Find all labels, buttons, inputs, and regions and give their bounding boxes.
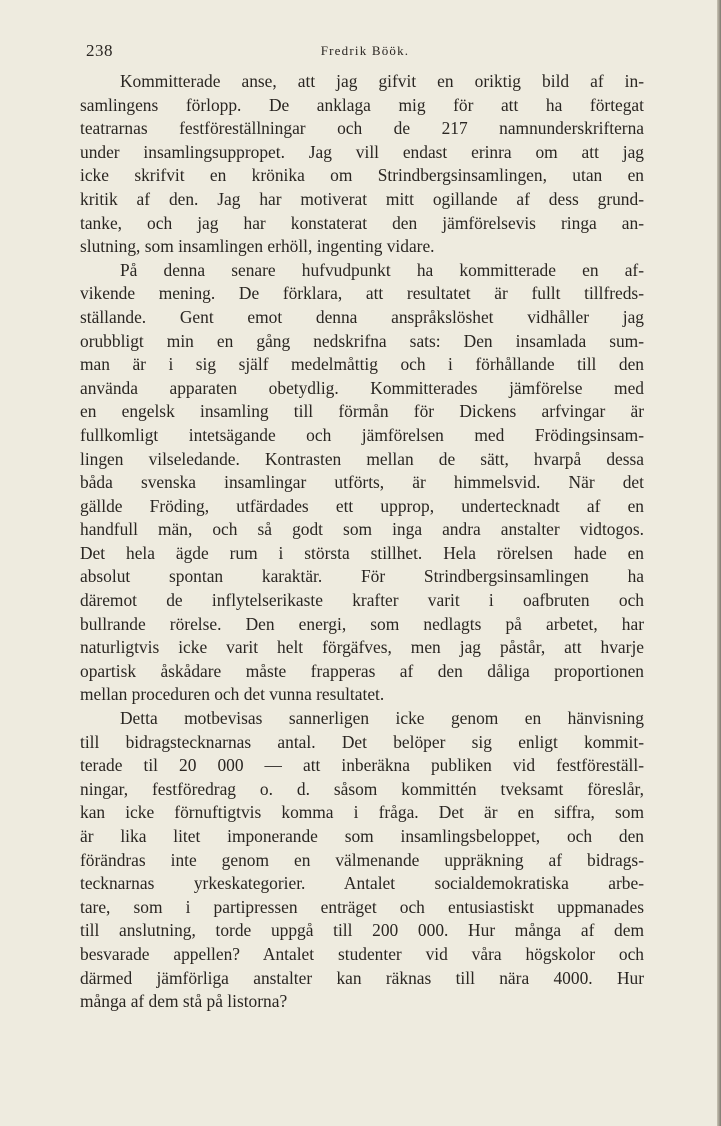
text-line: till anslutning, torde uppgå till 200 000. Hur många af dem bbox=[80, 920, 644, 941]
text-line: kan icke förnuftigtvis komma i fråga. Det är en siffra, som bbox=[80, 802, 644, 823]
text-line: är lika litet imponerande som insamlingsbeloppet, och den bbox=[80, 826, 644, 846]
text-line: slutning, som insamlingen erhöll, ingenting vidare. bbox=[80, 236, 435, 257]
text-line: bullrande rörelse. Den energi, som nedlagts på arbetet, har bbox=[80, 613, 644, 634]
text-line: tanke, och jag har konstaterat den jämförelsevis ringa an- bbox=[80, 212, 644, 233]
text-line: Det hela ägde rum i största stillhet. Hela rörelsen hade en bbox=[80, 542, 644, 563]
text-line: Kommitterade anse, att jag gifvit en oriktig bild af in- bbox=[120, 71, 644, 91]
text-line: man är i sig själf medelmåttig och i förhållande till den bbox=[80, 354, 644, 375]
text-line: samlingens förlopp. De anklaga mig för att ha förtegat bbox=[80, 94, 644, 115]
text-line: vikende mening. De förklara, att resultatet är fullt tillfreds- bbox=[80, 283, 644, 304]
text-line: ställande. Gent emot denna anspråkslöshet vidhåller jag bbox=[80, 306, 644, 327]
page-edge bbox=[717, 0, 721, 1126]
text-line: förändras inte genom en välmenande uppräkning af bidrags- bbox=[80, 849, 644, 870]
text-line: kritik af den. Jag har motiverat mitt ogillande af dess grund- bbox=[80, 188, 644, 209]
text-line: terade til 20 000 — att inberäkna publiken vid festföreställ- bbox=[80, 755, 644, 776]
text-line: många af dem stå på listorna? bbox=[80, 991, 288, 1012]
text-line: opartisk åskådare måste frapperas af den dåliga proportionen bbox=[80, 660, 644, 681]
text-line: icke skrifvit en krönika om Strindbergsinsamlingen, utan en bbox=[80, 165, 644, 186]
page-header bbox=[86, 41, 644, 63]
body-text bbox=[80, 70, 644, 1014]
text-line: använda apparaten obetydlig. Kommitterades jämförelse med bbox=[80, 377, 644, 398]
text-line: absolut spontan karaktär. För Strindbergsinsamlingen ha bbox=[80, 566, 644, 587]
text-line: handfull män, och så godt som inga andra anstalter vidtogos. bbox=[80, 519, 644, 540]
text-line: båda svenska insamlingar utförts, är himmelsvid. När det bbox=[80, 472, 644, 493]
page-number: 238 bbox=[86, 41, 113, 60]
text-line: mellan proceduren och det vunna resultatet. bbox=[80, 684, 385, 705]
text-line: till bidragstecknarnas antal. Det belöper sig enligt kommit- bbox=[80, 731, 644, 752]
text-line: orubbligt min en gång nedskrifna sats: Den insamlada sum- bbox=[80, 330, 644, 351]
text-line: naturligtvis icke varit helt förgäfves, men jag påstår, att hvarje bbox=[80, 637, 644, 658]
text-line: På denna senare hufvudpunkt ha kommitterade en af- bbox=[120, 259, 644, 280]
text-line: däremot de inflytelserikaste krafter varit i oafbruten och bbox=[80, 590, 644, 611]
text-line: Detta motbevisas sannerligen icke genom en hänvisning bbox=[120, 708, 644, 729]
text-line: en engelsk insamling till förmån för Dickens arfvingar är bbox=[80, 401, 644, 422]
text-line: tecknarnas yrkeskategorier. Antalet socialdemokratiska arbe- bbox=[80, 873, 644, 894]
text-line: därmed jämförliga anstalter kan räknas till nära 4000. Hur bbox=[80, 967, 644, 988]
text-line: teatrarnas festföreställningar och de 217 namnunderskrifterna bbox=[80, 118, 644, 139]
text-line: lingen vilseledande. Kontrasten mellan de sätt, hvarpå dessa bbox=[80, 448, 644, 469]
text-line: tare, som i partipressen enträget och entusiastiskt uppmanades bbox=[80, 896, 644, 917]
running-head: Fredrik Böök. bbox=[320, 43, 410, 58]
text-line: gällde Fröding, utfärdades ett upprop, undertecknadt af en bbox=[80, 495, 644, 516]
text-line: under insamlingsuppropet. Jag vill endast erinra om att jag bbox=[80, 141, 644, 162]
text-line: ningar, festföredrag o. d. såsom kommittén tveksamt föreslår, bbox=[80, 778, 644, 799]
text-line: fullkomligt intetsägande och jämförelsen med Frödingsinsam- bbox=[80, 424, 644, 445]
text-line: besvarade appellen? Antalet studenter vid våra högskolor och bbox=[80, 943, 644, 964]
